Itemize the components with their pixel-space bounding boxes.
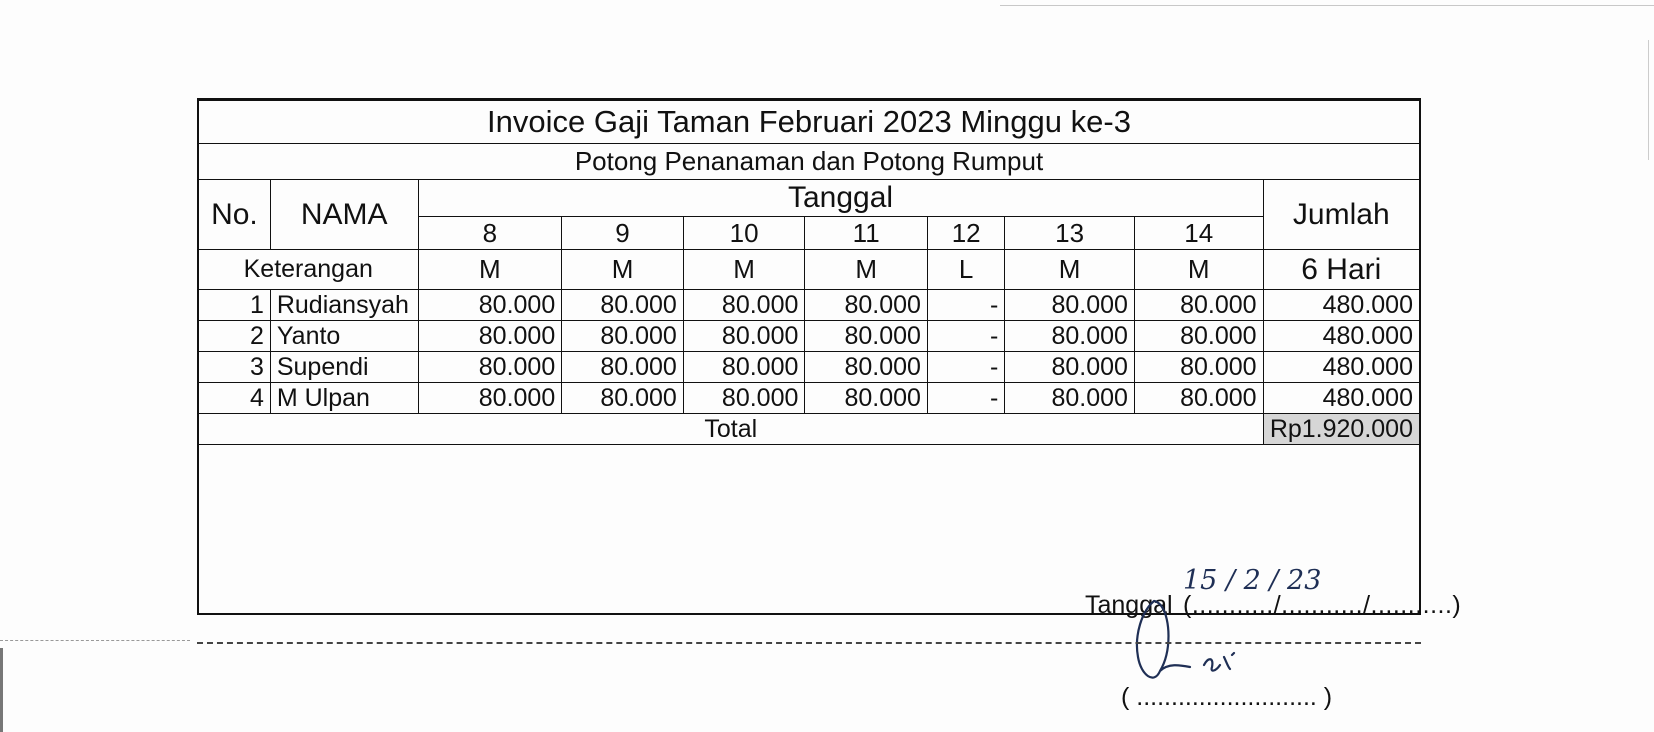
keterangan-hari: 6 Hari	[1263, 250, 1419, 290]
row-value: 80.000	[805, 383, 928, 414]
signature-date-blank: (.........../.........../...........)	[1183, 591, 1462, 619]
row-value: -	[927, 290, 1004, 321]
signature-date-label: Tanggal	[1085, 591, 1173, 619]
keterangan-label: Keterangan	[199, 250, 418, 290]
row-jumlah: 480.000	[1263, 321, 1419, 352]
header-date: 12	[927, 217, 1004, 250]
handwritten-signature	[1124, 595, 1264, 695]
keterangan-code: M	[1005, 250, 1135, 290]
row-value: 80.000	[805, 352, 928, 383]
row-no: 1	[199, 290, 270, 321]
row-value: -	[927, 383, 1004, 414]
keterangan-code: M	[1134, 250, 1263, 290]
row-value: 80.000	[562, 321, 684, 352]
signature-name-blank: ( .......................... )	[1121, 683, 1333, 711]
table-row	[199, 290, 1419, 321]
row-value: 80.000	[1005, 352, 1135, 383]
row-value: 80.000	[1005, 290, 1135, 321]
row-value: 80.000	[562, 352, 684, 383]
total-label: Total	[199, 414, 1263, 445]
header-date: 8	[418, 217, 562, 250]
row-value: 80.000	[1134, 321, 1263, 352]
scan-edge-top	[1000, 5, 1654, 6]
header-date: 13	[1005, 217, 1135, 250]
header-date: 10	[683, 217, 805, 250]
row-value: -	[927, 352, 1004, 383]
table-row	[199, 321, 1419, 352]
row-value: 80.000	[562, 290, 684, 321]
signature-area	[199, 557, 1462, 711]
row-name: Supendi	[270, 352, 418, 383]
keterangan-code: M	[418, 250, 562, 290]
row-value: 80.000	[1134, 290, 1263, 321]
row-value: 80.000	[805, 321, 928, 352]
row-value: 80.000	[683, 383, 805, 414]
invoice-box	[197, 98, 1462, 711]
row-value: 80.000	[1005, 321, 1135, 352]
row-no: 4	[199, 383, 270, 414]
total-amount: Rp1.920.000	[1263, 414, 1419, 445]
table-row	[199, 383, 1419, 414]
keterangan-code: M	[683, 250, 805, 290]
row-jumlah: 480.000	[1263, 352, 1419, 383]
invoice-subtitle: Potong Penanaman dan Potong Rumput	[199, 144, 1419, 180]
invoice-title: Invoice Gaji Taman Februari 2023 Minggu ke-3	[199, 101, 1419, 144]
header-no: No.	[199, 180, 270, 250]
row-jumlah: 480.000	[1263, 290, 1419, 321]
header-nama: NAMA	[270, 180, 418, 250]
keterangan-code: M	[562, 250, 684, 290]
handwritten-date: 15 / 2 / 23	[1183, 565, 1322, 596]
row-value: 80.000	[418, 383, 562, 414]
row-value: 80.000	[418, 290, 562, 321]
row-value: 80.000	[683, 290, 805, 321]
row-value: -	[927, 321, 1004, 352]
cut-line-left	[0, 640, 190, 641]
row-value: 80.000	[683, 352, 805, 383]
row-value: 80.000	[1005, 383, 1135, 414]
row-name: M Ulpan	[270, 383, 418, 414]
header-date: 9	[562, 217, 684, 250]
row-name: Yanto	[270, 321, 418, 352]
row-value: 80.000	[683, 321, 805, 352]
cut-line	[197, 642, 1421, 644]
keterangan-code: M	[805, 250, 928, 290]
row-no: 3	[199, 352, 270, 383]
table-row	[199, 352, 1419, 383]
invoice-table	[199, 100, 1419, 445]
row-value: 80.000	[1134, 383, 1263, 414]
row-value: 80.000	[418, 352, 562, 383]
row-value: 80.000	[1134, 352, 1263, 383]
row-no: 2	[199, 321, 270, 352]
row-name: Rudiansyah	[270, 290, 418, 321]
row-value: 80.000	[805, 290, 928, 321]
scan-edge-right	[1648, 40, 1649, 160]
row-value: 80.000	[562, 383, 684, 414]
row-value: 80.000	[418, 321, 562, 352]
keterangan-code: L	[927, 250, 1004, 290]
scan-edge-left	[0, 648, 3, 732]
header-date: 14	[1134, 217, 1263, 250]
header-date: 11	[805, 217, 928, 250]
header-tanggal: Tanggal	[418, 180, 1263, 217]
header-jumlah: Jumlah	[1263, 180, 1419, 250]
row-jumlah: 480.000	[1263, 383, 1419, 414]
